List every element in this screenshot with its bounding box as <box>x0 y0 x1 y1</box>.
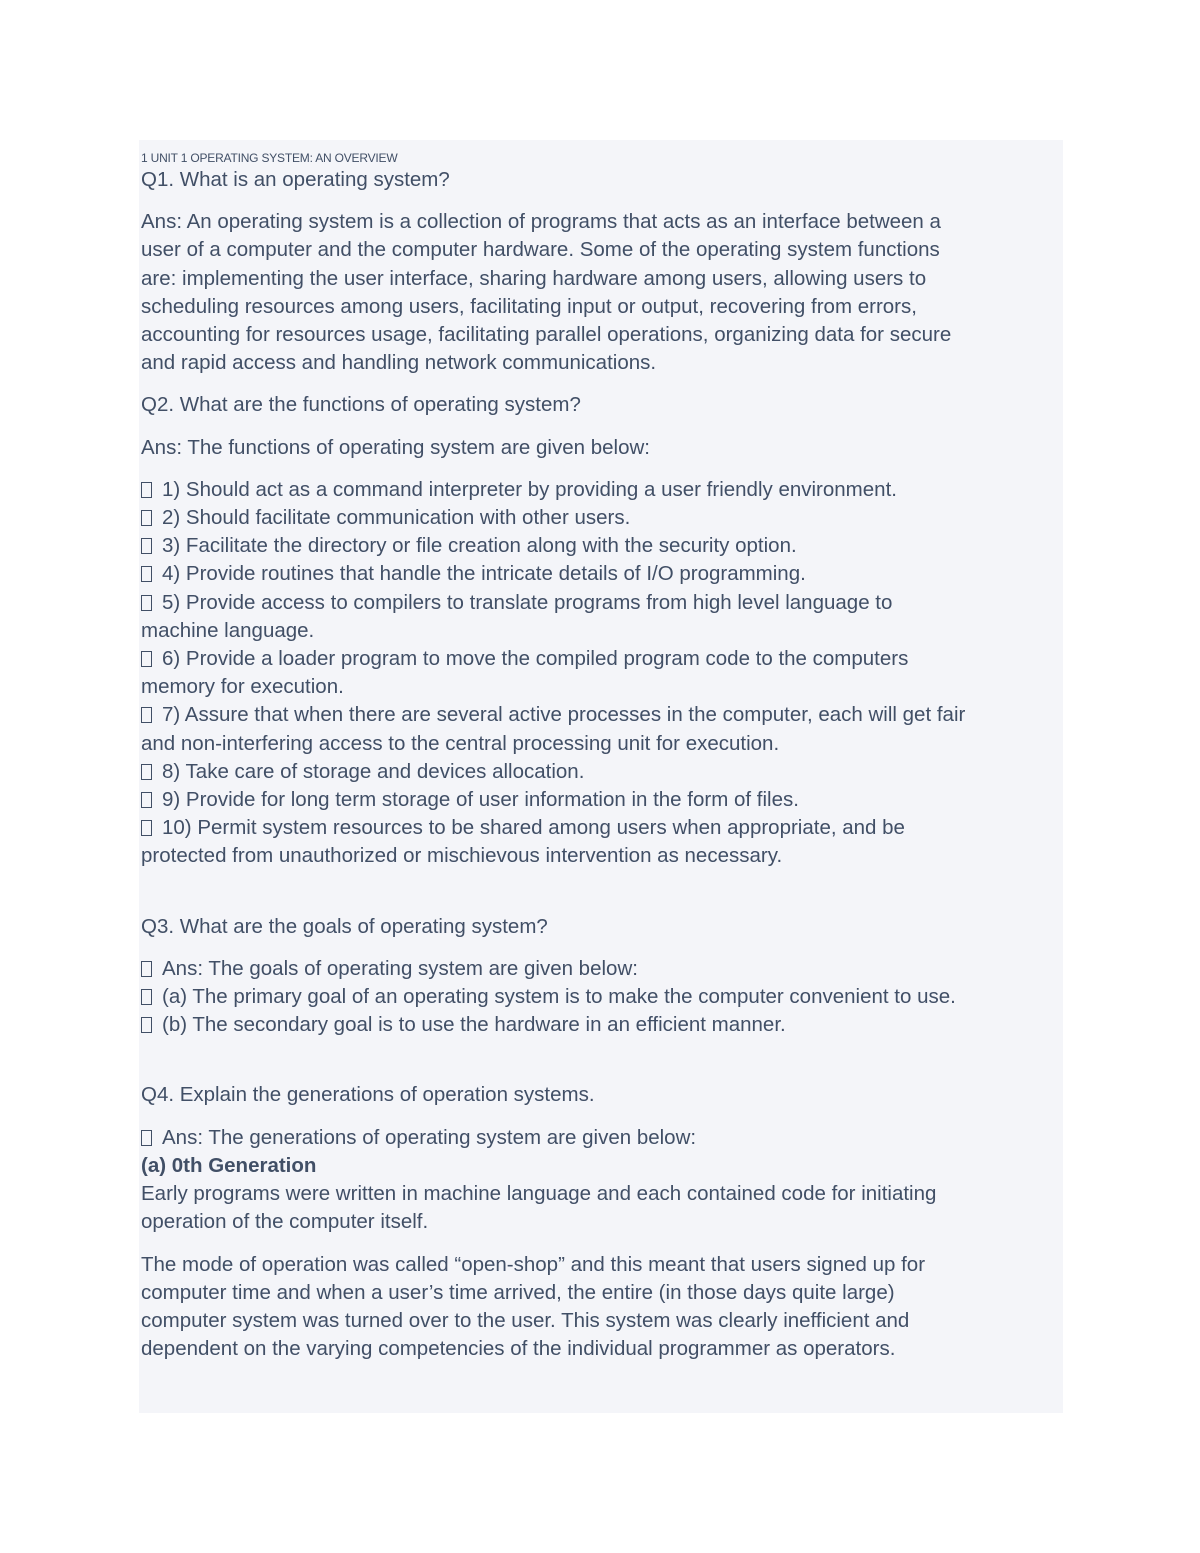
missing-glyph-bullet-icon <box>141 510 152 526</box>
paragraph-line: computer time and when a user’s time arrived, the entire (in those days quite large) <box>141 1280 895 1304</box>
q1-answer-line: scheduling resources among users, facilitating input or output, recovering from errors, <box>141 294 917 318</box>
list-item: 10) Permit system resources to be shared among users when appropriate, and be <box>141 814 1056 842</box>
q3-question: Q3. What are the goals of operating system? <box>141 914 548 938</box>
list-item: (b) The secondary goal is to use the hardware in an efficient manner. <box>141 1011 1056 1039</box>
q4-question: Q4. Explain the generations of operation systems. <box>141 1083 595 1107</box>
paragraph-line: The mode of operation was called “open-shop” and this meant that users signed up for <box>141 1252 926 1276</box>
q1-question: Q1. What is an operating system? <box>141 168 450 191</box>
missing-glyph-bullet-icon <box>141 595 152 611</box>
q2-intro: Ans: The functions of operating system are given below: <box>141 435 650 459</box>
list-item-continuation: memory for execution. <box>141 675 344 699</box>
list-item: 8) Take care of storage and devices allocation. <box>141 758 1056 786</box>
missing-glyph-bullet-icon <box>141 1017 152 1033</box>
missing-glyph-bullet-icon <box>141 792 152 808</box>
q1-answer <box>141 208 1056 377</box>
missing-glyph-bullet-icon <box>141 820 152 836</box>
list-item-continuation: protected from unauthorized or mischievous intervention as necessary. <box>141 844 783 868</box>
missing-glyph-bullet-icon <box>141 651 152 667</box>
q1-answer-line: accounting for resources usage, facilitating parallel operations, organizing data for secure <box>141 323 952 347</box>
list-item: Ans: The generations of operating system are given below: <box>141 1124 1056 1152</box>
list-item: 9) Provide for long term storage of user information in the form of files. <box>141 786 1056 814</box>
generation-subheading: (a) 0th Generation <box>141 1153 317 1177</box>
paragraph-line: operation of the computer itself. <box>141 1210 429 1234</box>
missing-glyph-bullet-icon <box>141 707 152 723</box>
q1-answer-line: user of a computer and the computer hardware. Some of the operating system functions <box>141 238 940 262</box>
missing-glyph-bullet-icon <box>141 566 152 582</box>
list-item: 1) Should act as a command interpreter by providing a user friendly environment. <box>141 476 1056 504</box>
missing-glyph-bullet-icon <box>141 538 152 554</box>
q2-question: Q2. What are the functions of operating system? <box>141 393 581 417</box>
list-item: 3) Facilitate the directory or file creation along with the security option. <box>141 532 1056 560</box>
list-item-continuation: machine language. <box>141 618 315 642</box>
q4-paragraph <box>141 1251 1056 1364</box>
list-item: 2) Should facilitate communication with other users. <box>141 504 1056 532</box>
list-item-continuation: and non-interfering access to the central processing unit for execution. <box>141 731 780 755</box>
q2-function-list <box>141 476 1056 871</box>
document-content <box>141 150 1056 1363</box>
q1-answer-line: and rapid access and handling network communications. <box>141 351 657 375</box>
list-item: (a) The primary goal of an operating system is to make the computer convenient to use. <box>141 983 1056 1011</box>
list-item: 7) Assure that when there are several active processes in the computer, each will get fair <box>141 701 1056 729</box>
q1-answer-line: Ans: An operating system is a collection of programs that acts as an interface between a <box>141 210 941 234</box>
list-item: 5) Provide access to compilers to translate programs from high level language to <box>141 589 1056 617</box>
list-item: 4) Provide routines that handle the intricate details of I/O programming. <box>141 560 1056 588</box>
list-item: 6) Provide a loader program to move the compiled program code to the computers <box>141 645 1056 673</box>
unit-header: 1 UNIT 1 OPERATING SYSTEM: AN OVERVIEW <box>141 151 398 165</box>
missing-glyph-bullet-icon <box>141 961 152 977</box>
q1-answer-line: are: implementing the user interface, sharing hardware among users, allowing users to <box>141 266 927 290</box>
missing-glyph-bullet-icon <box>141 764 152 780</box>
paragraph-line: Early programs were written in machine language and each contained code for initiating <box>141 1182 937 1206</box>
missing-glyph-bullet-icon <box>141 1130 152 1146</box>
missing-glyph-bullet-icon <box>141 482 152 498</box>
missing-glyph-bullet-icon <box>141 989 152 1005</box>
q3-goal-list <box>141 955 1056 1040</box>
list-item: Ans: The goals of operating system are given below: <box>141 955 1056 983</box>
q4-answer <box>141 1124 1056 1237</box>
paragraph-line: dependent on the varying competencies of the individual programmer as operators. <box>141 1337 896 1361</box>
paragraph-line: computer system was turned over to the user. This system was clearly inefficient and <box>141 1308 910 1332</box>
